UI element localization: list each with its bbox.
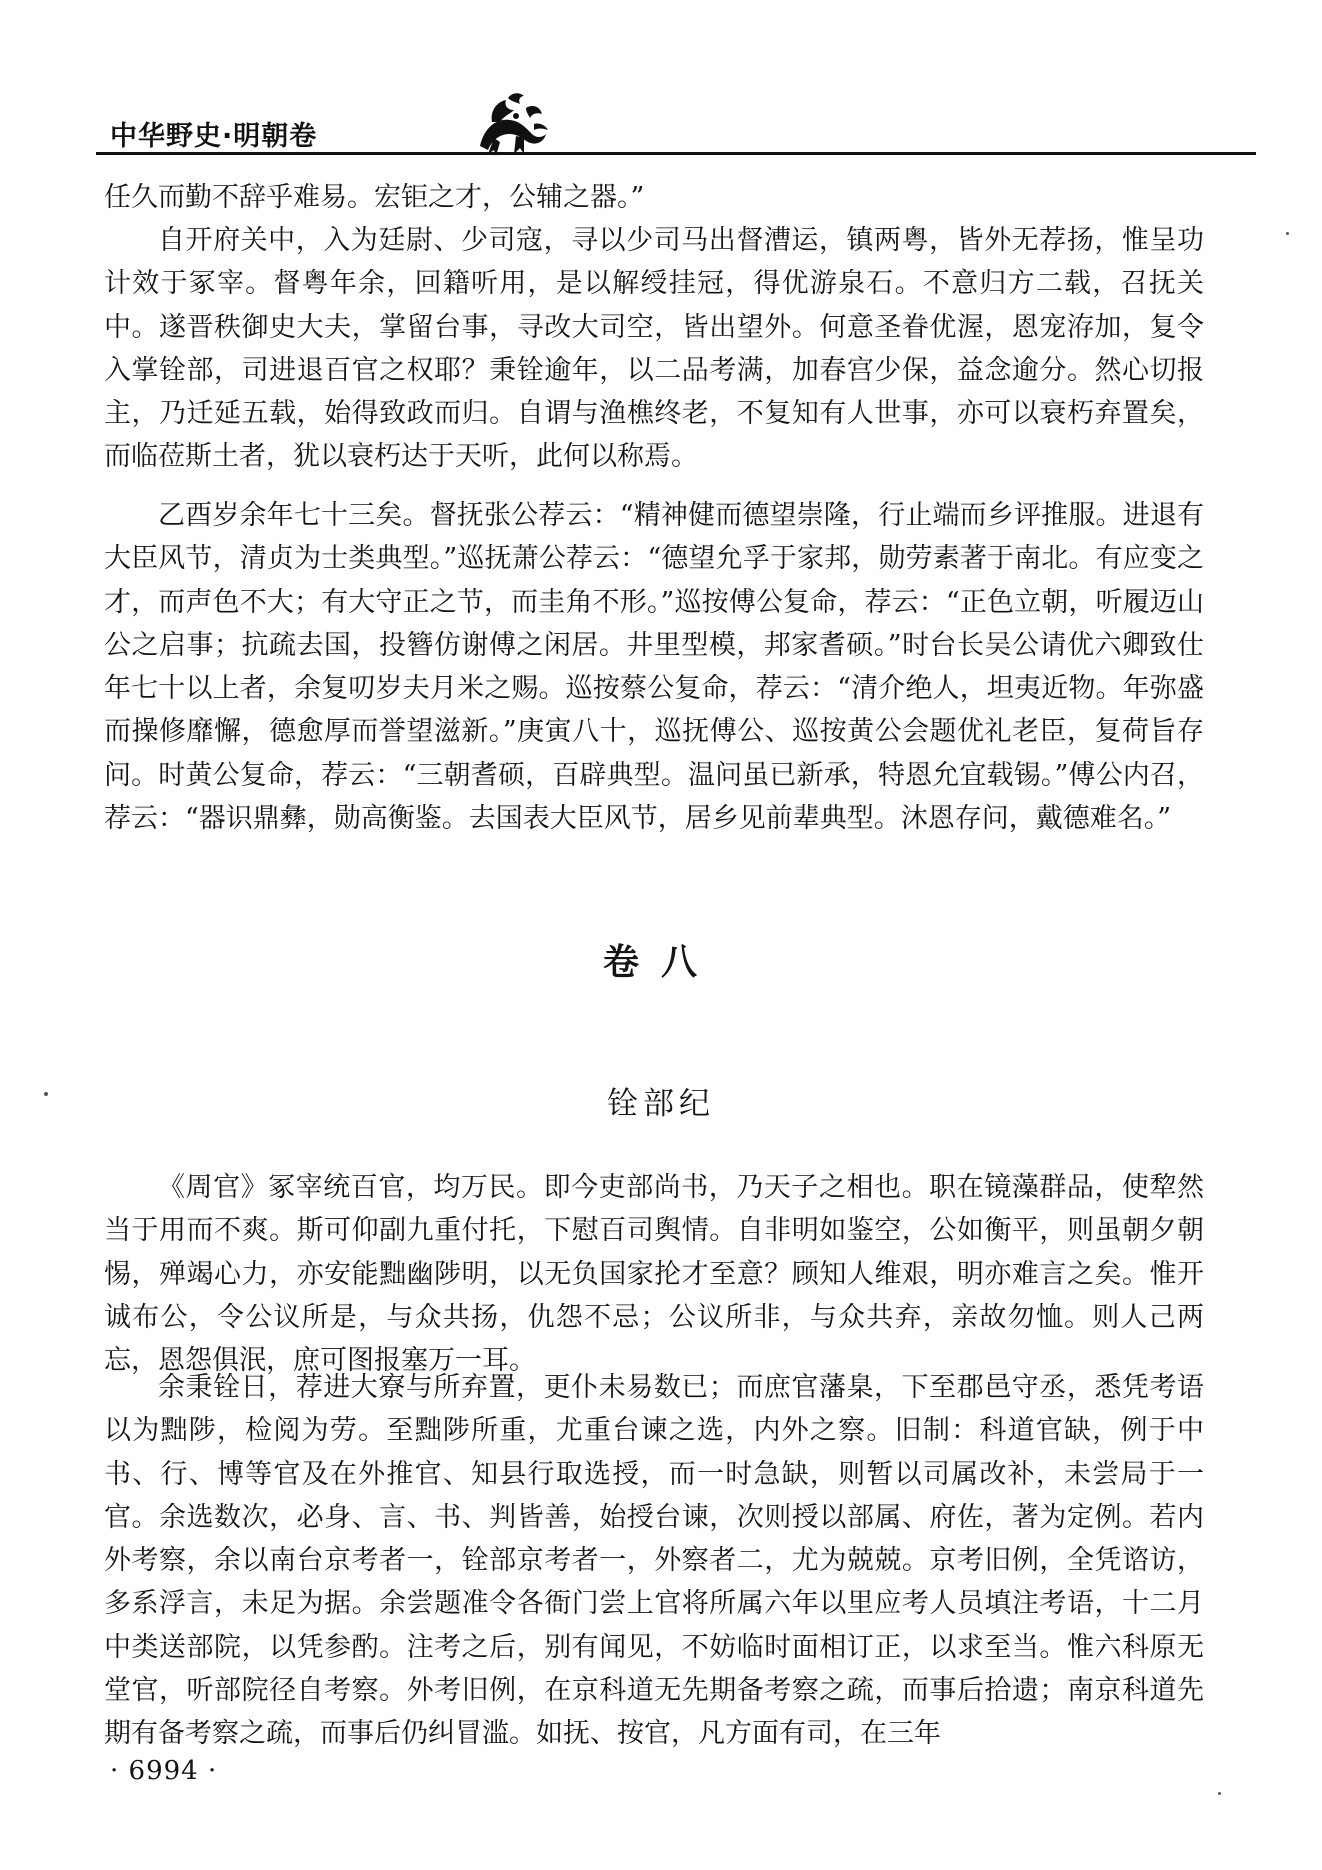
paragraph: 任久而勤不辞乎难易。宏钜之才，公辅之器。” — [104, 182, 645, 213]
paragraph: 《周官》冢宰统百官，均万民。即今吏部尚书，乃天子之相也。职在镜藻群品，使犂然当于用而不爽。斯可仰副九重付托，下慰百司舆情。自非明如鉴空，公如衡平，则虽朝夕朝惕，殚竭心力，亦安能黜幽陟明，以无负国家抡才至意？顾知人维艰，明亦难言之矣。惟开诚布公，令公议所是，与众共扬，仇怨不忌；公议所非，与众共弃，亲故勿恤。则人己两忘，恩怨俱泯，庶可图报塞万一耳。 — [104, 1172, 1204, 1377]
book-title: 中华野史·明朝卷 — [110, 121, 318, 152]
header-rule — [96, 152, 1256, 155]
volume-title: 卷八 — [602, 942, 719, 983]
scan-speck — [1218, 1792, 1221, 1795]
page-number: · 6994 · — [110, 1756, 218, 1786]
paragraph: 乙酉岁余年七十三矣。督抚张公荐云：“精神健而德望崇隆，行止端而乡评推服。进退有大臣风节，清贞为士类典型。”巡抚萧公荐云：“德望允孚于家邦，勋劳素著于南北。有应变之才，而声色不大；有大守正之节，而圭角不形。”巡按傅公复命，荐云：“正色立朝，听履迈山公之启事；抗疏去国，投簪仿谢傅之闲居。井里型模，邦家耆硕。”时台长吴公请优六卿致仕年七十以上者，余复叨岁夫月米之赐。巡按蔡公复命，荐云：“清介绝人，坦夷近物。年弥盛而操修靡懈，德愈厚而誉望滋新。”庚寅八十，巡抚傅公、巡按黄公会题优礼老臣，复荷旨存问。时黄公复命，荐云：“三朝耆硕，百辟典型。温问虽已新承，特恩允宜载锡。”傅公内召，荐云：“器识鼎彝，勋高衡鉴。去国表大臣风节，居乡见前辈典型。沐恩存问，戴德难名。” — [104, 500, 1204, 835]
scan-speck — [1286, 232, 1289, 235]
paragraph: 自开府关中，入为廷尉、少司寇，寻以少司马出督漕运，镇两粤，皆外无荐扬，惟呈功计效于冢宰。督粤年余，回籍听用，是以解绶挂冠，得优游泉石。不意归方二载，召抚关中。遂晋秩御史大夫，掌留台事，寻改大司空，皆出望外。何意圣眷优渥，恩宠洊加，复令入掌铨部，司进退百官之权耶？秉铨逾年，以二品考满，加春宫少保，益念逾分。然心切报主，乃迁延五载，始得致政而归。自谓与渔樵终老，不复知有人世事，亦可以衰朽弃置矣，而临莅斯土者，犹以衰朽达于天听，此何以称焉。 — [104, 225, 1204, 473]
section-title: 铨部纪 — [607, 1086, 715, 1122]
paragraph: 余秉铨日，荐进大寮与所弃置，更仆未易数已；而庶官藩臬，下至郡邑守丞，悉凭考语以为黜陟，检阅为劳。至黜陟所重，尤重台谏之选，内外之察。旧制：科道官缺，例于中书、行、博等官及在外推官、知县行取选授，而一时急缺，则暂以司属改补，未尝局于一官。余选数次，必身、言、书、判皆善，始授台谏，次则授以部属、府佐，著为定例。若内外考察，余以南台京考者一，铨部京考者一，外察者二，尤为兢兢。京考旧例，全凭谘访，多系浮言，未足为据。余尝题准令各衙门尝上官将所属六年以里应考人员填注考语，十二月中类送部院，以凭参酌。注考之后，别有闻见，不妨临时面相订正，以求至当。惟六科原无堂官，听部院径自考察。外考旧例，在京科道无先期备考察之疏，而事后拾遗；南京科道先期有备考察之疏，而事后仍纠冒滥。如抚、按官，凡方面有司，在三年 — [104, 1372, 1204, 1750]
scan-speck — [44, 1092, 48, 1096]
dragon-emblem-icon — [470, 88, 550, 158]
running-header — [96, 88, 1256, 158]
